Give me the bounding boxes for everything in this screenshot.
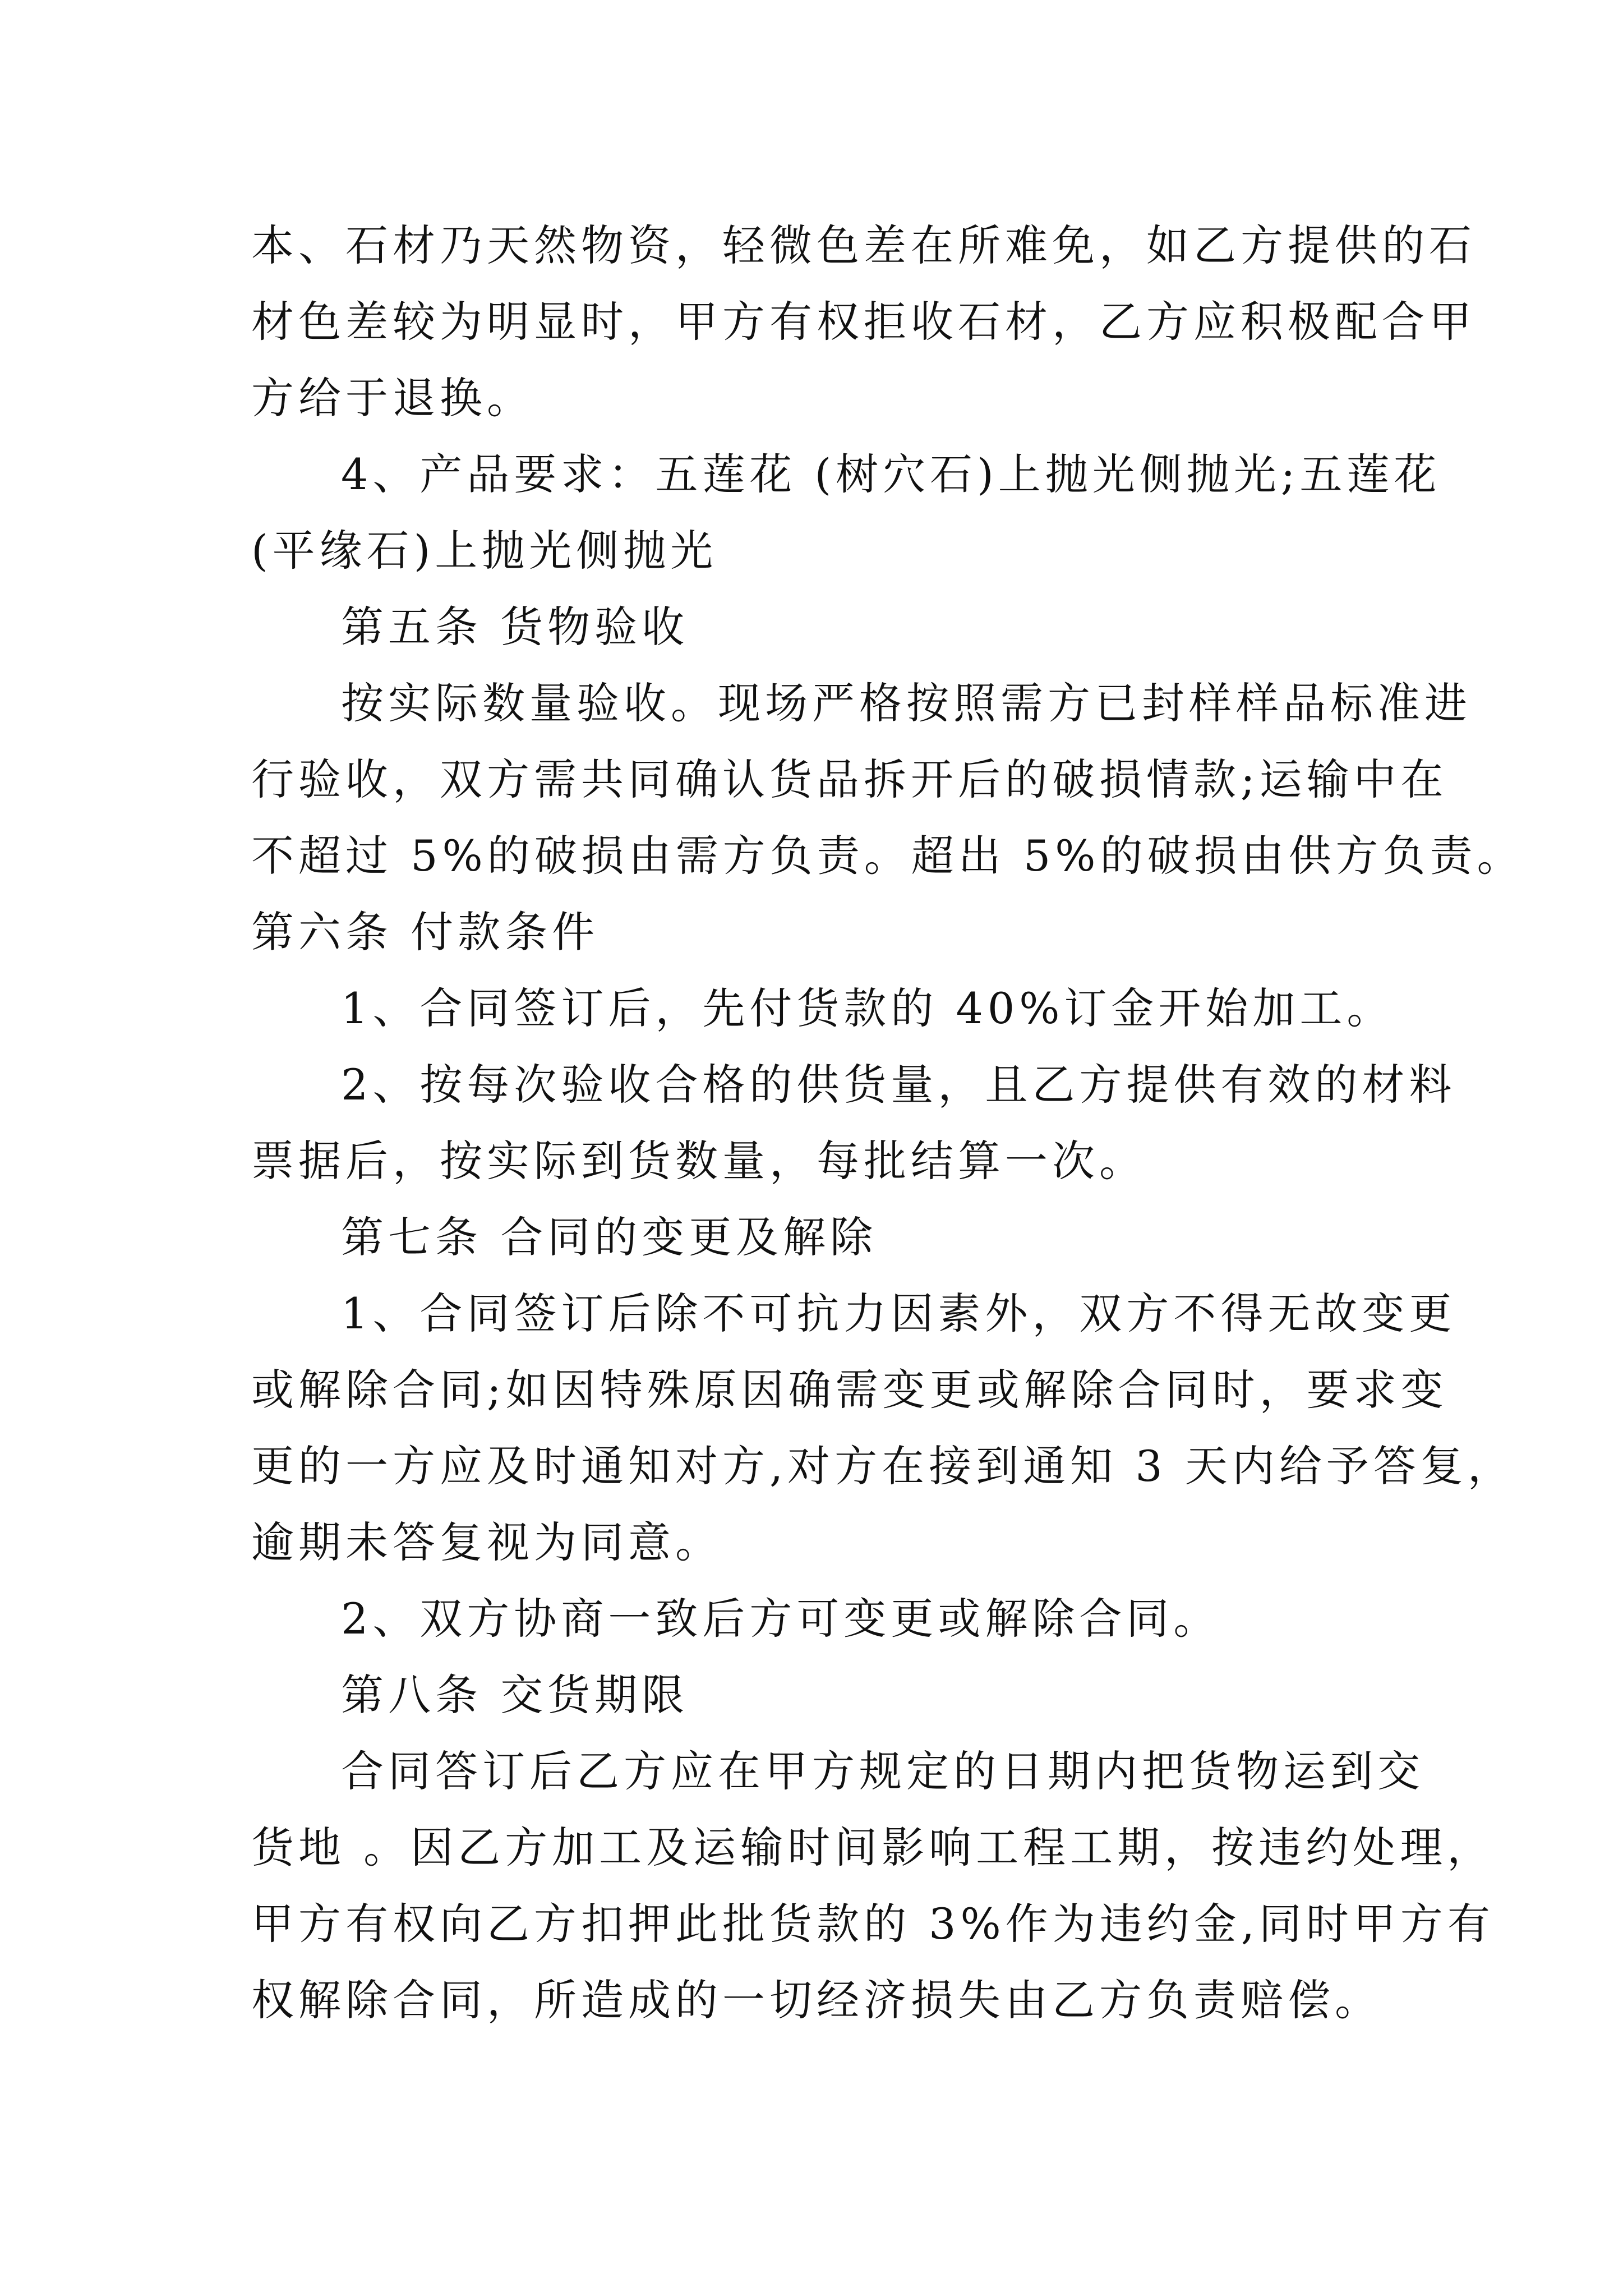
text-line: (平缘石)上抛光侧抛光 (251, 526, 718, 576)
text-line: 4、产品要求：五莲花 (树穴石)上抛光侧抛光;五莲花 (341, 449, 1441, 499)
text-line: 按实际数量验收。现场严格按照需方已封样样品标准进 (341, 678, 1472, 728)
text-line: 2、双方协商一致后方可变更或解除合同。 (341, 1594, 1221, 1644)
text-line: 逾期未答复视为同意。 (251, 1517, 722, 1567)
text-line: 权解除合同，所造成的一切经济损失由乙方负责赔偿。 (251, 1975, 1382, 2025)
text-line: 合同答订后乙方应在甲方规定的日期内把货物运到交 (341, 1746, 1424, 1796)
text-line: 2、按每次验收合格的供货量，且乙方提供有效的材料 (341, 1060, 1456, 1110)
text-line: 或解除合同;如因特殊原因确需变更或解除合同时，要求变 (251, 1365, 1448, 1415)
text-line: 甲方有权向乙方扣押此批货款的 3%作为违约金,同时甲方有 (251, 1899, 1495, 1949)
text-line: 不超过 5%的破损由需方负责。超出 5%的破损由供方负责。 (251, 831, 1524, 881)
text-line: 行验收，双方需共同确认货品拆开后的破损情款;运输中在 (251, 754, 1448, 804)
text-line: 票据后，按实际到货数量，每批结算一次。 (251, 1136, 1146, 1186)
document-body (251, 208, 1524, 2039)
text-line: 材色差较为明显时，甲方有权拒收石材，乙方应积极配合甲 (251, 297, 1476, 347)
text-line: 第五条 货物验收 (341, 602, 689, 652)
text-line: 本、石材乃天然物资，轻微色差在所难免，如乙方提供的石 (251, 220, 1476, 270)
text-line: 第六条 付款条件 (251, 907, 600, 957)
text-line: 货地 。因乙方加工及运输时间影响工程工期，按违约处理， (251, 1823, 1495, 1872)
text-line: 第七条 合同的变更及解除 (341, 1212, 878, 1262)
document-page (251, 208, 1524, 2039)
text-line: 第八条 交货期限 (341, 1670, 689, 1720)
text-line: 1、合同签订后，先付货款的 40%订金开始加工。 (341, 983, 1394, 1033)
text-line: 方给于退换。 (251, 373, 534, 423)
text-line: 更的一方应及时通知对方,对方在接到通知 3 天内给予答复， (251, 1441, 1515, 1491)
text-line: 1、合同签订后除不可抗力因素外，双方不得无故变更 (341, 1289, 1456, 1338)
